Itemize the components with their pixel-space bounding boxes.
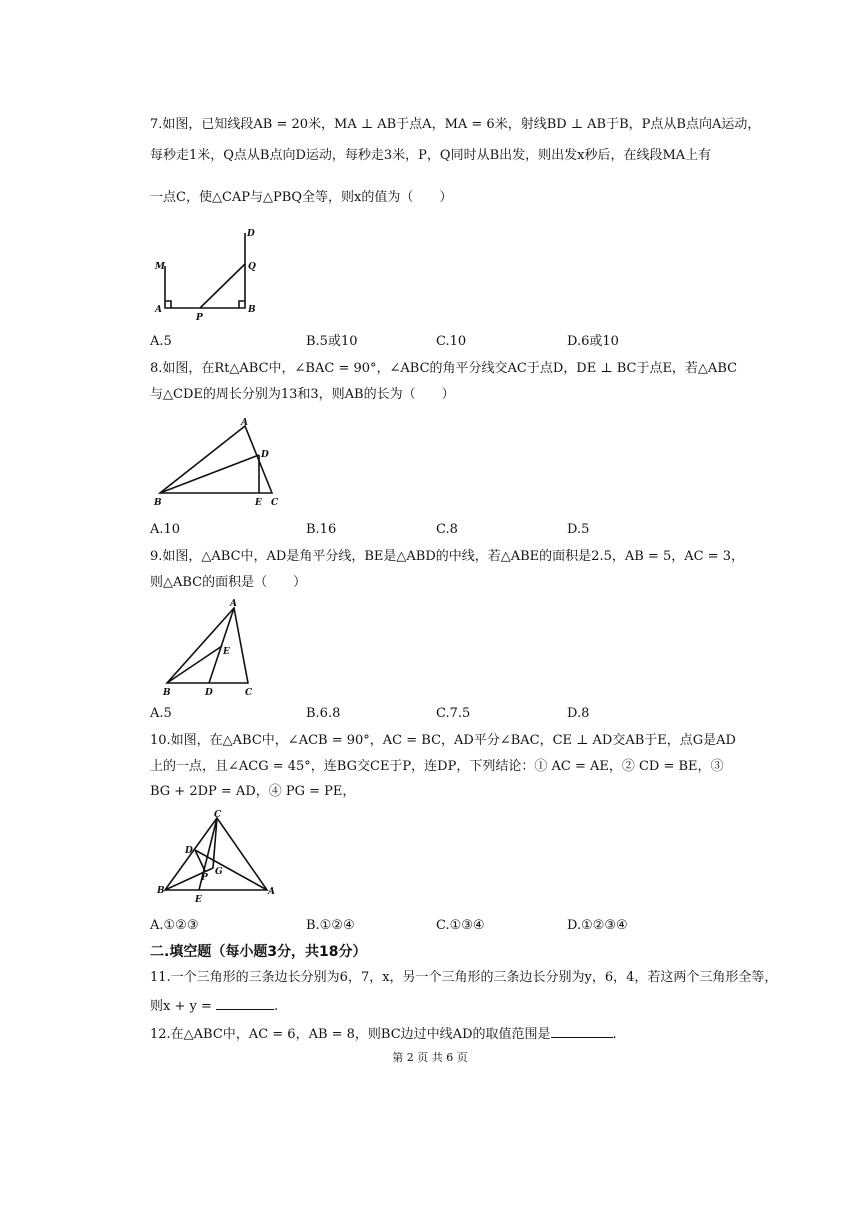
q9-label-c: C (245, 688, 253, 698)
q10-label-e: E (195, 895, 202, 905)
q8-option-d: D.5 (567, 522, 590, 537)
q7-label-p: P (196, 313, 203, 323)
q9-option-a: A.5 (150, 706, 172, 721)
q12-line-1 (150, 1025, 617, 1043)
q9-label-d: D (205, 688, 213, 698)
q8-line-1: 8.如图，在Rt△ABC中，∠BAC = 90°，∠ABC的角平分线交AC于点D，DE ⊥ BC于点E，若△ABC (150, 361, 738, 376)
q8-label-c: C (271, 498, 279, 508)
q8-figure (150, 416, 290, 511)
q7-line-3: 一点C，使△CAP与△PBQ全等，则x的值为（ ） (150, 190, 453, 205)
q7-figure (150, 228, 260, 323)
q10-label-c: C (214, 810, 222, 820)
q10-option-b: B.①②④ (306, 918, 355, 933)
page-footer: 第 2 页 共 6 页 (392, 1051, 468, 1064)
q8-label-a: A (241, 418, 248, 428)
q10-option-d: D.①②③④ (567, 918, 628, 933)
q10-label-d: D (185, 846, 193, 856)
q8-label-d: D (261, 450, 269, 460)
q9-label-a: A (230, 599, 237, 609)
q10-figure (155, 808, 285, 908)
q9-figure (150, 596, 270, 701)
q9-line-2: 则△ABC的面积是（ ） (150, 575, 307, 590)
q9-label-e: E (223, 647, 230, 657)
q7-label-d: D (247, 229, 255, 239)
q9-option-d: D.8 (567, 706, 590, 721)
q11-line-1: 11.一个三角形的三条边长分别为6，7，x，另一个三角形的三条边长分别为y，6，4，若这两个三角形全等， (150, 970, 778, 985)
q10-line-3: BG + 2DP = AD，④ PG = PE， (150, 784, 356, 799)
q7-label-a: A (155, 305, 162, 315)
q10-option-c: C.①③④ (436, 918, 485, 933)
q12-suffix: . (612, 1027, 617, 1042)
q7-label-m: M (155, 262, 165, 272)
q11-prefix: 则x + y = (150, 999, 216, 1014)
q10-label-p: P (201, 873, 208, 883)
q9-option-c: C.7.5 (436, 706, 471, 721)
q8-option-a: A.10 (150, 522, 181, 537)
q10-label-b: B (157, 886, 165, 896)
q11-suffix: . (274, 999, 279, 1014)
q7-line-1: 7.如图，已知线段AB = 20米，MA ⊥ AB于点A，MA = 6米，射线BD ⊥ AB于B，P点从B点向A运动， (150, 117, 761, 132)
q9-label-b: B (163, 688, 171, 698)
q9-option-b: B.6.8 (306, 706, 341, 721)
q10-option-a: A.①②③ (150, 918, 199, 933)
q9-line-1: 9.如图，△ABC中，AD是角平分线，BE是△ABD的中线，若△ABE的面积是2.5，AB = 5，AC = 3， (150, 549, 744, 564)
q7-line-2: 每秒走1米，Q点从B点向D运动，每秒走3米，P，Q同时从B出发，则出发x秒后，在线段MA上有 (150, 148, 712, 163)
q8-option-b: B.16 (306, 522, 337, 537)
q8-label-e: E (255, 498, 262, 508)
q10-label-a: A (268, 887, 275, 897)
q10-line-2: 上的一点，且∠ACG = 45°，连BG交CE于P，连DP，下列结论：① AC = AE，② CD = BE，③ (150, 759, 724, 774)
q7-option-b: B.5或10 (306, 334, 358, 349)
q11-answer-blank[interactable] (216, 997, 274, 1010)
q8-line-2: 与△CDE的周长分别为13和3，则AB的长为（ ） (150, 387, 455, 402)
q7-option-d: D.6或10 (567, 334, 619, 349)
q7-label-q: Q (248, 262, 256, 272)
q8-label-b: B (154, 498, 162, 508)
q8-option-c: C.8 (436, 522, 458, 537)
q12-answer-blank[interactable] (551, 1025, 613, 1038)
q10-label-g: G (215, 867, 223, 877)
q7-label-b: B (248, 305, 256, 315)
section-heading: 二.填空题（每小题3分，共18分） (150, 944, 367, 960)
q7-option-a: A.5 (150, 334, 172, 349)
q7-option-c: C.10 (436, 334, 467, 349)
q10-line-1: 10.如图，在△ABC中，∠ACB = 90°，AC = BC，AD平分∠BAC，CE ⊥ AD交AB于E，点G是AD (150, 733, 736, 748)
q11-line-2 (150, 997, 278, 1015)
q12-prefix: 12.在△ABC中，AC = 6，AB = 8，则BC边过中线AD的取值范围是 (150, 1027, 551, 1042)
